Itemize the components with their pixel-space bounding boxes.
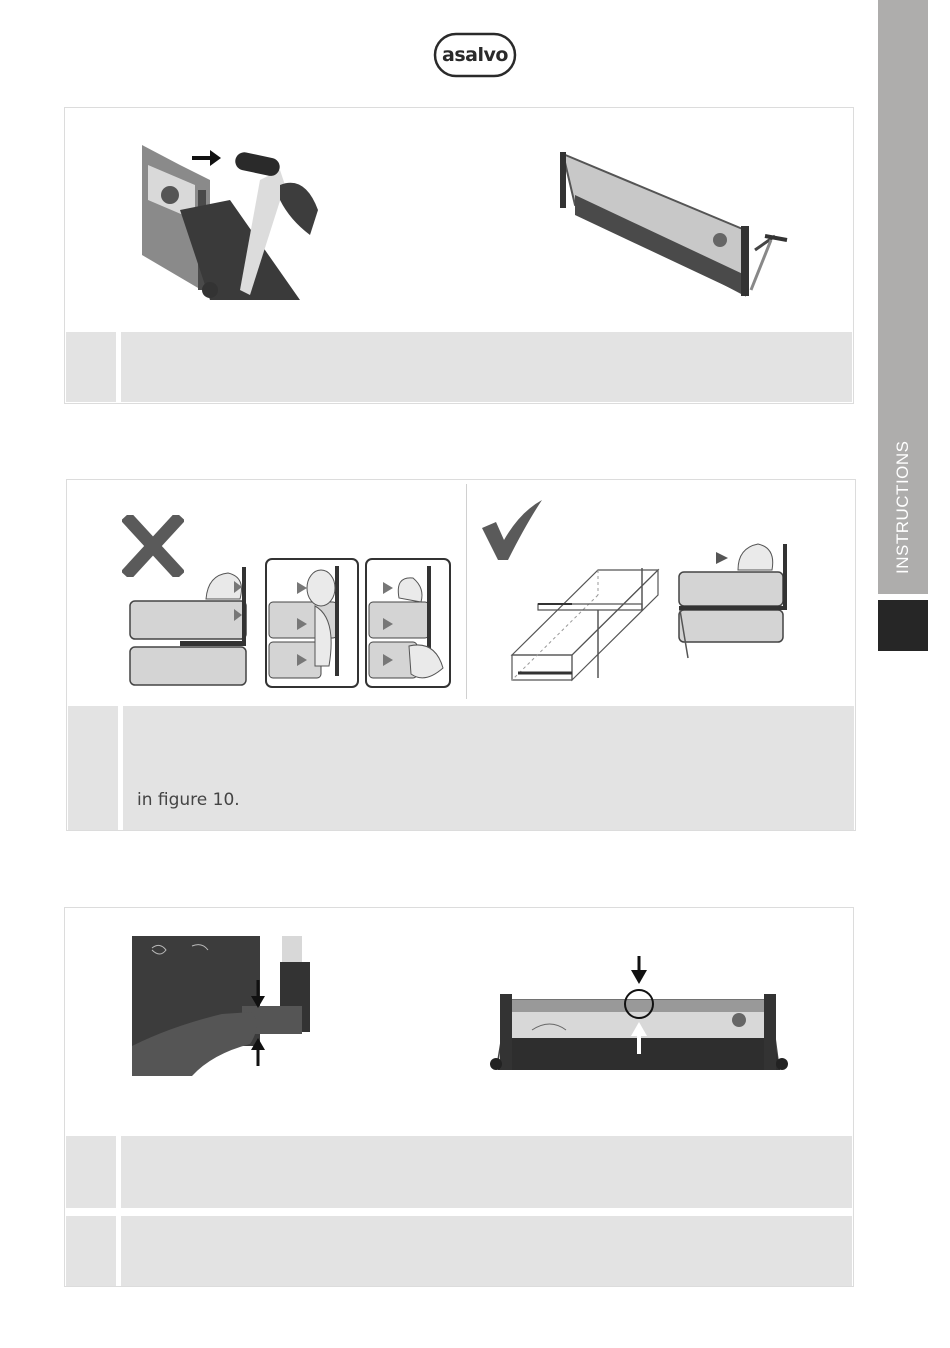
step-number-cell-3 <box>66 1136 116 1208</box>
logo-text: asalvo <box>442 44 508 66</box>
instruction-text-band-2 <box>123 706 854 830</box>
diagram-incorrect-installation-1 <box>128 565 258 689</box>
step-number-cell-2 <box>68 706 118 830</box>
diagram-correct-installation-mattress <box>508 560 668 685</box>
arrow-up-icon <box>249 1036 267 1068</box>
sidebar-label: INSTRUCTIONS <box>893 440 912 574</box>
step-number-cell-4 <box>66 1216 116 1286</box>
instruction-text-band-4 <box>121 1216 852 1286</box>
arrow-right-icon <box>190 148 222 168</box>
photo-bed-rail-assembled <box>555 150 795 300</box>
check-icon <box>478 498 546 564</box>
diagram-correct-installation-side <box>676 538 796 662</box>
diagram-incorrect-installation-2 <box>265 558 359 688</box>
fold-point-highlight <box>620 954 658 1058</box>
diagram-incorrect-installation-3 <box>365 558 451 688</box>
panel-2-divider <box>466 484 467 699</box>
instruction-text-band-3 <box>121 1136 852 1208</box>
sidebar-label-container <box>878 300 928 594</box>
photo-release-button <box>132 936 312 1076</box>
brand-logo <box>433 32 517 78</box>
sidebar-block <box>878 600 928 651</box>
photo-handle-insertion <box>140 140 325 300</box>
instruction-text-band-1 <box>121 332 852 402</box>
step-number-cell-1 <box>66 332 116 402</box>
instruction-caption-2: in figure 10. <box>137 790 240 810</box>
arrow-down-icon <box>249 978 267 1010</box>
